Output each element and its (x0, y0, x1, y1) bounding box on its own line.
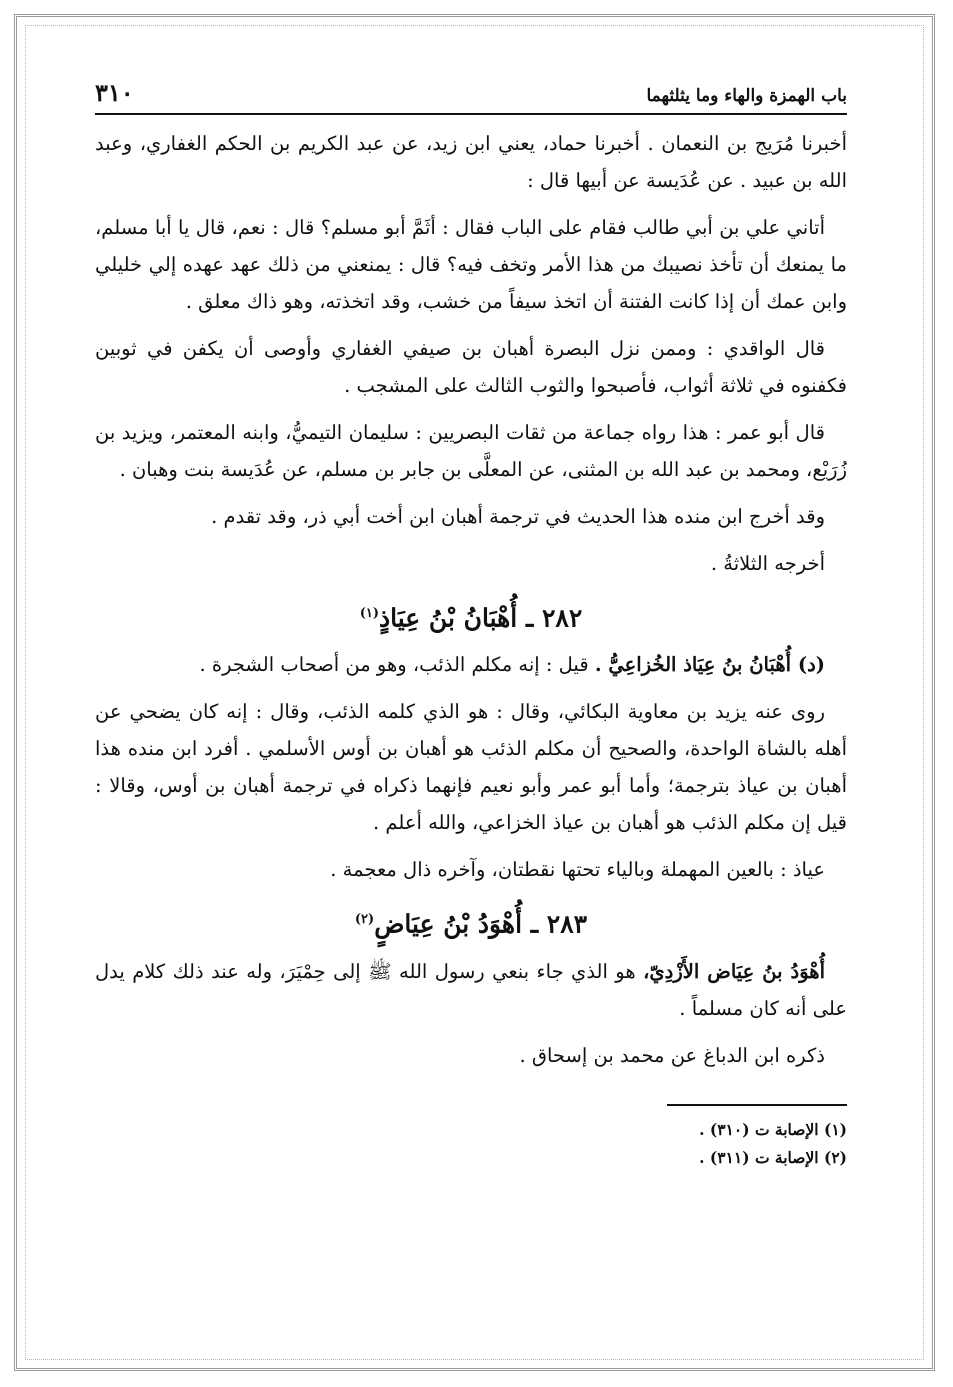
page-header (95, 78, 847, 115)
page-number: ٣١٠ (95, 78, 134, 107)
entry-283-intro-rest: هو الذي جاء بنعي رسول الله ﷺ إلى حِمْيَرَ، وله عند ذلك كلام يدل على أنه كان مسلماً . (95, 959, 847, 1020)
entry-heading-283-text: ٢٨٣ ـ أُهْوَدُ بْنُ عِيَاضٍ (374, 909, 588, 939)
entry-283-intro (95, 953, 847, 1027)
entry-282-body: روى عنه يزيد بن معاوية البكائي، وقال : هو الذي كلمه الذئب، وقال : إنه كان يضحي عن أهله بالشاة الواحدة، والصحيح أن مكلم الذئب هو أهبان بن أوس الأسلمي . أفرد ابن منده هذا أهبان بن عياذ بترجمة؛ وأما أبو عمر وأبو نعيم فإنهما ذكراه في ترجمة أهبان بن أوس، وقالا : قيل إن مكلم الذئب هو أهبان بن عياذ الخزاعي، والله أعلم . (95, 700, 847, 835)
footnote-2: (٢) الإصابة ت (٣١١) . (699, 1147, 847, 1167)
entry-283-source: ذكره ابن الدباغ عن محمد بن إسحاق . (519, 1043, 825, 1067)
entry-heading-282-text: ٢٨٢ ـ أُهْبَانُ بْنُ عِيَاذٍ (379, 603, 583, 633)
paragraph-abu-umar: قال أبو عمر : هذا رواه جماعة من ثقات البصريين : سليمان التيميُّ، وابنه المعتمر، ويزيد بن زُرَيْع، ومحمد بن عبد الله بن المثنى، عن المعلَّى بن جابر بن مسلم، عن عُدَيسة بنت وهبان . (95, 421, 847, 481)
footnote-ref-2: (٢) (354, 912, 375, 928)
entry-282-name: (د) أُهْبَانُ بنُ عِيَاذ الخُزاعِيُّ . (594, 653, 825, 677)
footnote-divider (667, 1104, 847, 1106)
entry-282-intro-rest: قيل : إنه مكلم الذئب، وهو من أصحاب الشجرة . (199, 653, 589, 677)
paragraph-isnad: أخبرنا مُرَيج بن النعمان . أخبرنا حماد، يعني ابن زيد، عن عبد الكريم بن الحكم الغفاري، وعبد الله بن عبيد . عن عُدَيسة عن أبيها قال : (95, 132, 847, 192)
running-title: باب الهمزة والهاء وما يثلثهما (646, 86, 847, 106)
entry-282-intro (95, 646, 847, 683)
entry-heading-282 (95, 592, 847, 640)
entry-283-name: أُهْوَدُ بنُ عِيَاض الأَزْدِيّ، (643, 959, 826, 983)
paragraph-hadith: أتاني علي بن أبي طالب فقام على الباب فقال : أثَمَّ أبو مسلم؟ قال : نعم، قال يا أبا مسلم، ما يمنعك أن تأخذ نصيبك من هذا الأمر وتخف فيه؟ قال : يمنعني من ذلك عهد عهده إلي خليلي وابن عمك أن إذا كانت الفتنة أن اتخذ سيفاً من خشب، وقد اتخذته، وهو ذاك معلق . (95, 216, 847, 313)
book-page (95, 78, 847, 1172)
entry-heading-283 (95, 898, 847, 946)
entry-282-note: عياذ : بالعين المهملة وبالياء تحتها نقطتان، وآخره ذال معجمة . (330, 858, 825, 882)
paragraph-akhrajahu: أخرجه الثلاثةُ . (710, 552, 825, 575)
footnote-ref-1: (١) (359, 606, 379, 621)
paragraph-waqidi: قال الواقدي : وممن نزل البصرة أهبان بن صيفي الغفاري وأوصى أن يكفن في ثوبين فكفنوه في ثلاثة أثواب، فأصبحوا والثوب الثالث على المشجب . (95, 337, 847, 397)
footnote-1: (١) الإصابة ت (٣١٠) . (699, 1119, 847, 1139)
paragraph-ibn-mandah: وقد أخرج ابن منده هذا الحديث في ترجمة أهبان ابن أخت أبي ذر، وقد تقدم . (211, 505, 825, 528)
